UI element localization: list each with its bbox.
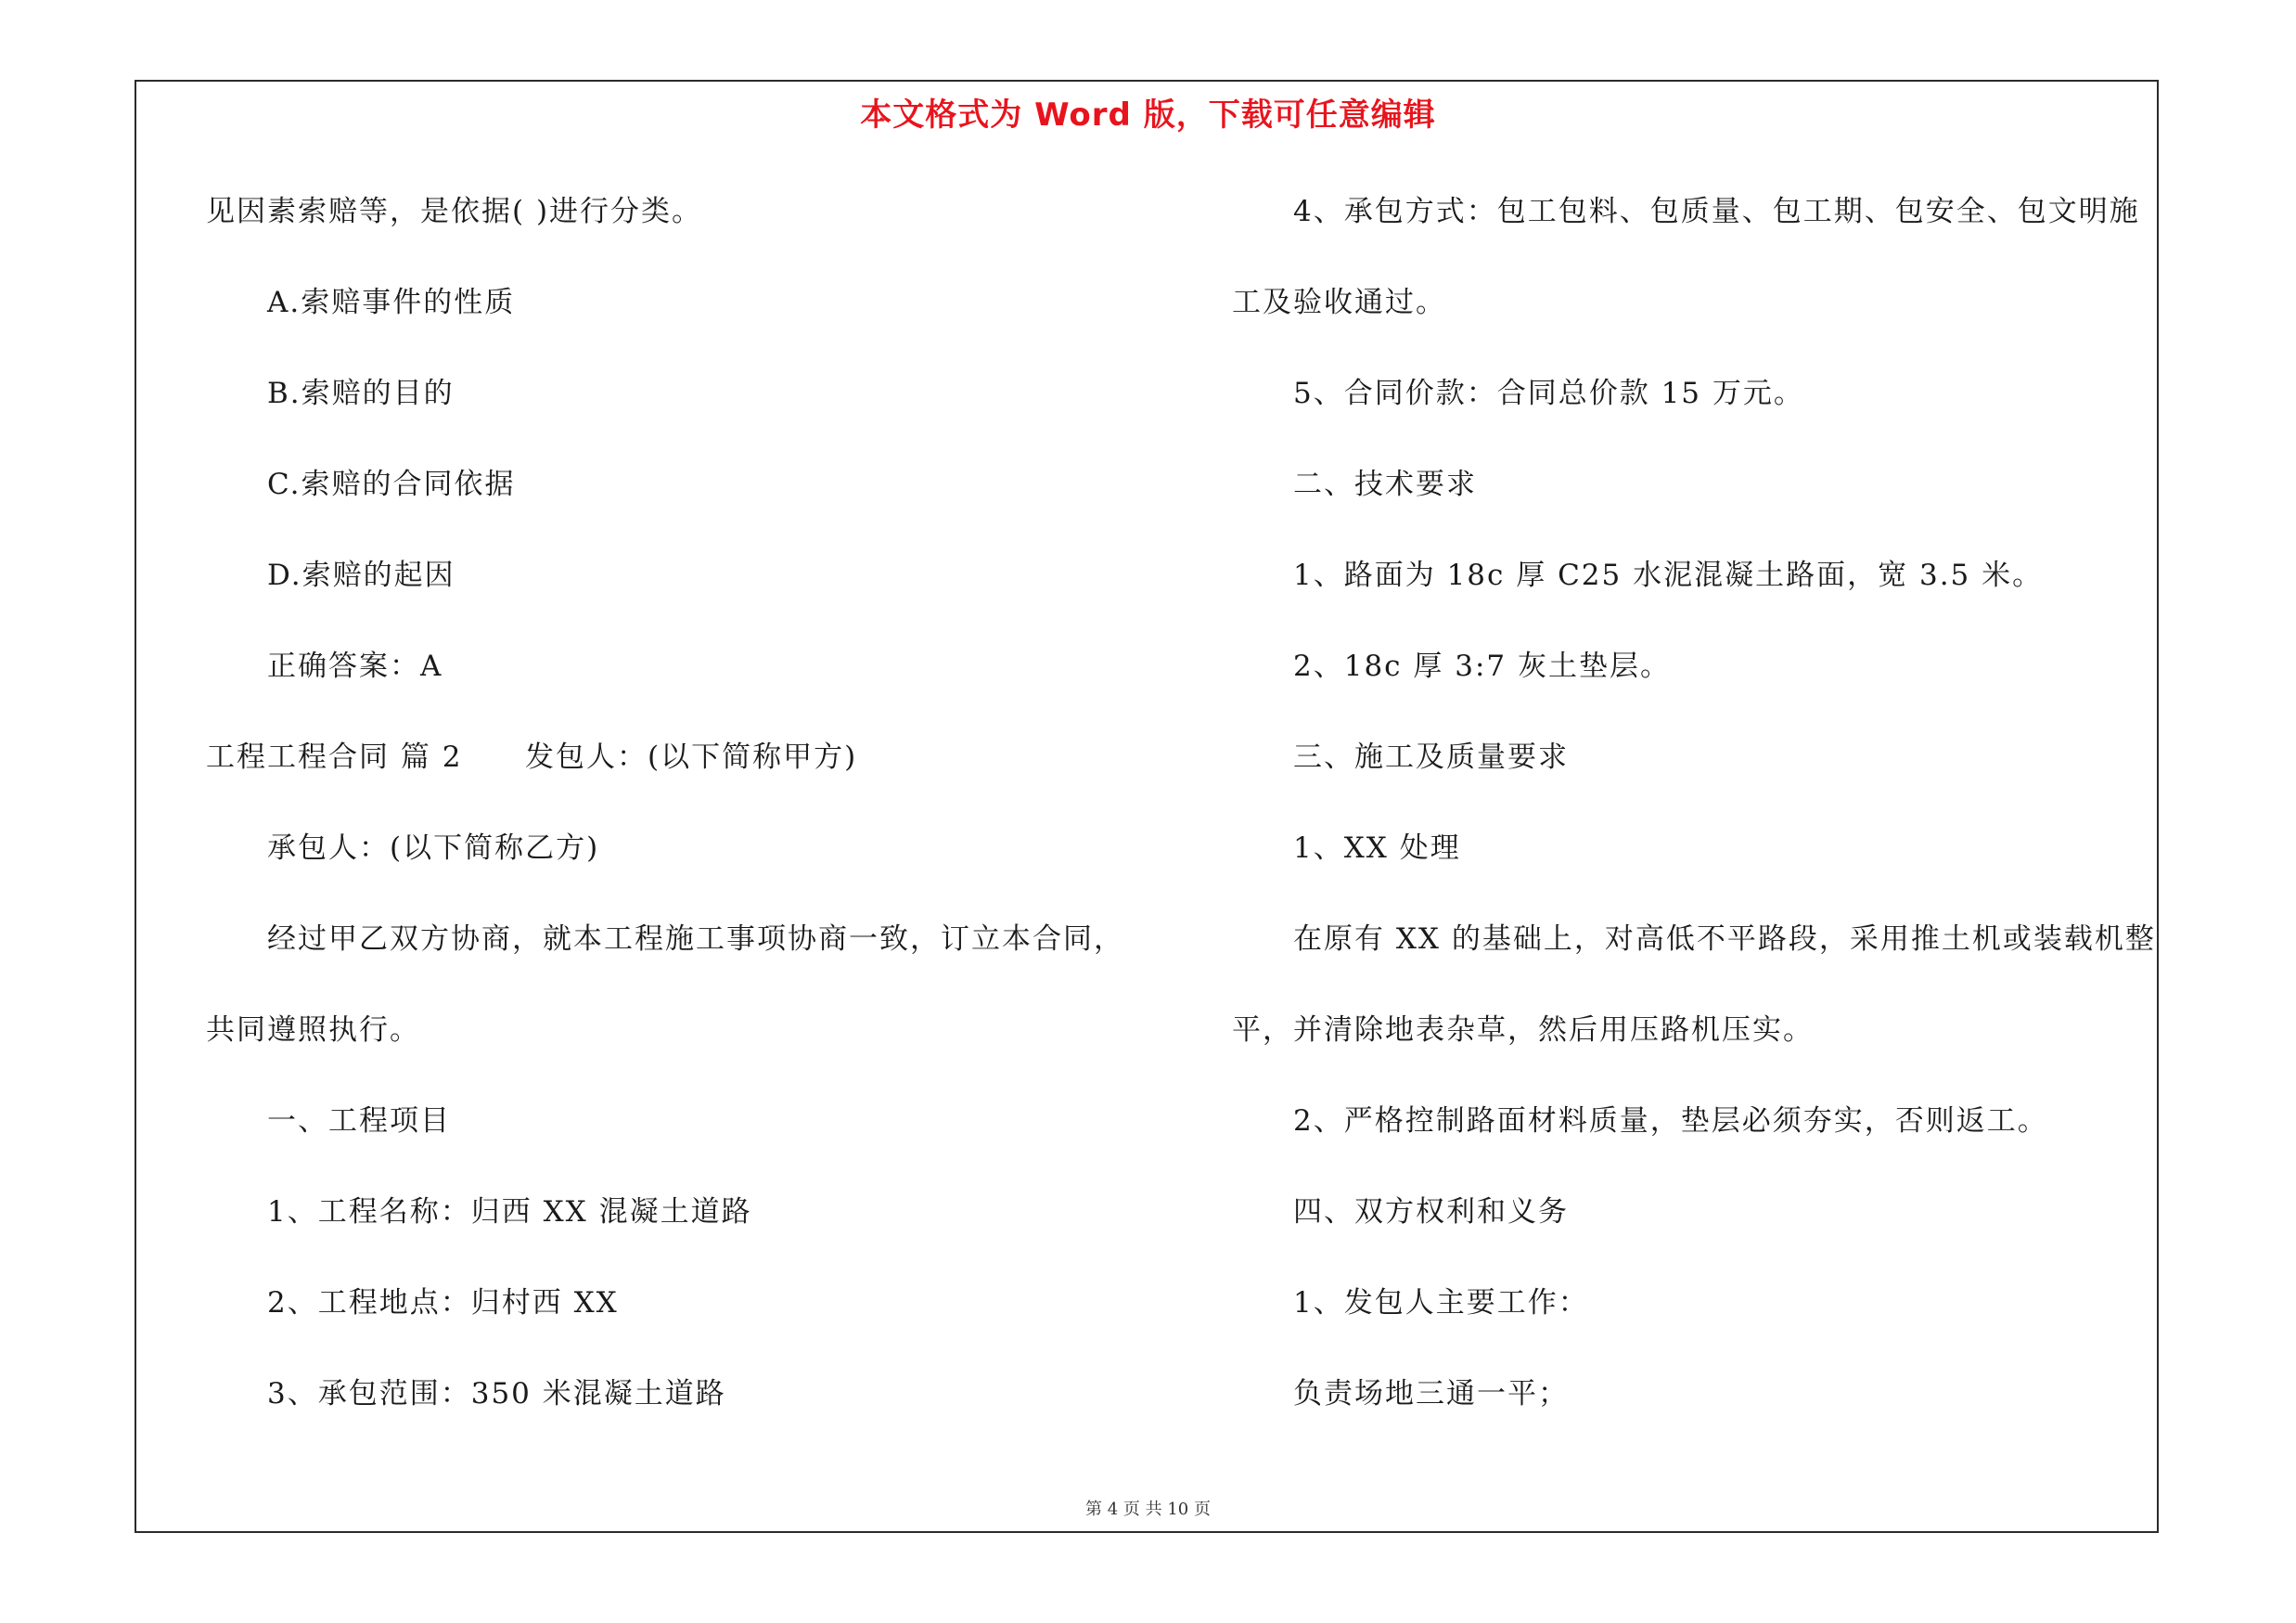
text-line: 共同遵照执行。	[206, 1013, 420, 1047]
text-line: 3、承包范围：350 米混凝土道路	[267, 1377, 726, 1410]
text-line: 见因素索赔等，是依据( )进行分类。	[206, 195, 703, 228]
text-line: 发包人：(以下简称甲方)	[525, 741, 858, 774]
text-line: 在原有 XX 的基础上，对高低不平路段，采用推土机或装载机整	[1293, 922, 2156, 956]
option-b: B.索赔的目的	[267, 377, 455, 410]
option-a: A.索赔事件的性质	[267, 286, 516, 319]
header-banner: 本文格式为 Word 版，下载可任意编辑	[860, 97, 1436, 134]
page-number: 第 4 页 共 10 页	[1085, 1500, 1211, 1519]
text-line: 2、严格控制路面材料质量，垫层必须夯实，否则返工。	[1293, 1104, 2048, 1138]
text-line: 负责场地三通一平；	[1293, 1377, 1569, 1410]
text-line: 1、发包人主要工作：	[1293, 1286, 1589, 1320]
heading: 二、技术要求	[1293, 468, 1477, 501]
option-d: D.索赔的起因	[267, 559, 455, 592]
heading: 一、工程项目	[267, 1104, 451, 1138]
heading: 四、双方权利和义务	[1293, 1195, 1569, 1229]
text-line: 4、承包方式：包工包料、包质量、包工期、包安全、包文明施	[1293, 195, 2140, 228]
text-line: 1、工程名称：归西 XX 混凝土道路	[267, 1195, 752, 1229]
heading: 三、施工及质量要求	[1293, 741, 1569, 774]
option-c: C.索赔的合同依据	[267, 468, 516, 501]
text-line: 2、18c 厚 3:7 灰土垫层。	[1293, 650, 1671, 683]
text-line: 经过甲乙双方协商，就本工程施工事项协商一致，订立本合同，	[267, 922, 1124, 956]
text-line: 工及验收通过。	[1232, 286, 1446, 319]
text-line: 承包人：(以下简称乙方)	[267, 831, 600, 865]
text-line: 1、路面为 18c 厚 C25 水泥混凝土路面，宽 3.5 米。	[1293, 559, 2044, 592]
correct-answer: 正确答案：A	[267, 650, 443, 683]
text-line: 5、合同价款：合同总价款 15 万元。	[1293, 377, 1804, 410]
section-title: 工程工程合同 篇 2	[206, 741, 463, 774]
text-line: 1、XX 处理	[1293, 831, 1461, 865]
text-line: 2、工程地点：归村西 XX	[267, 1286, 619, 1320]
text-line: 平，并清除地表杂草，然后用压路机压实。	[1232, 1013, 1814, 1047]
